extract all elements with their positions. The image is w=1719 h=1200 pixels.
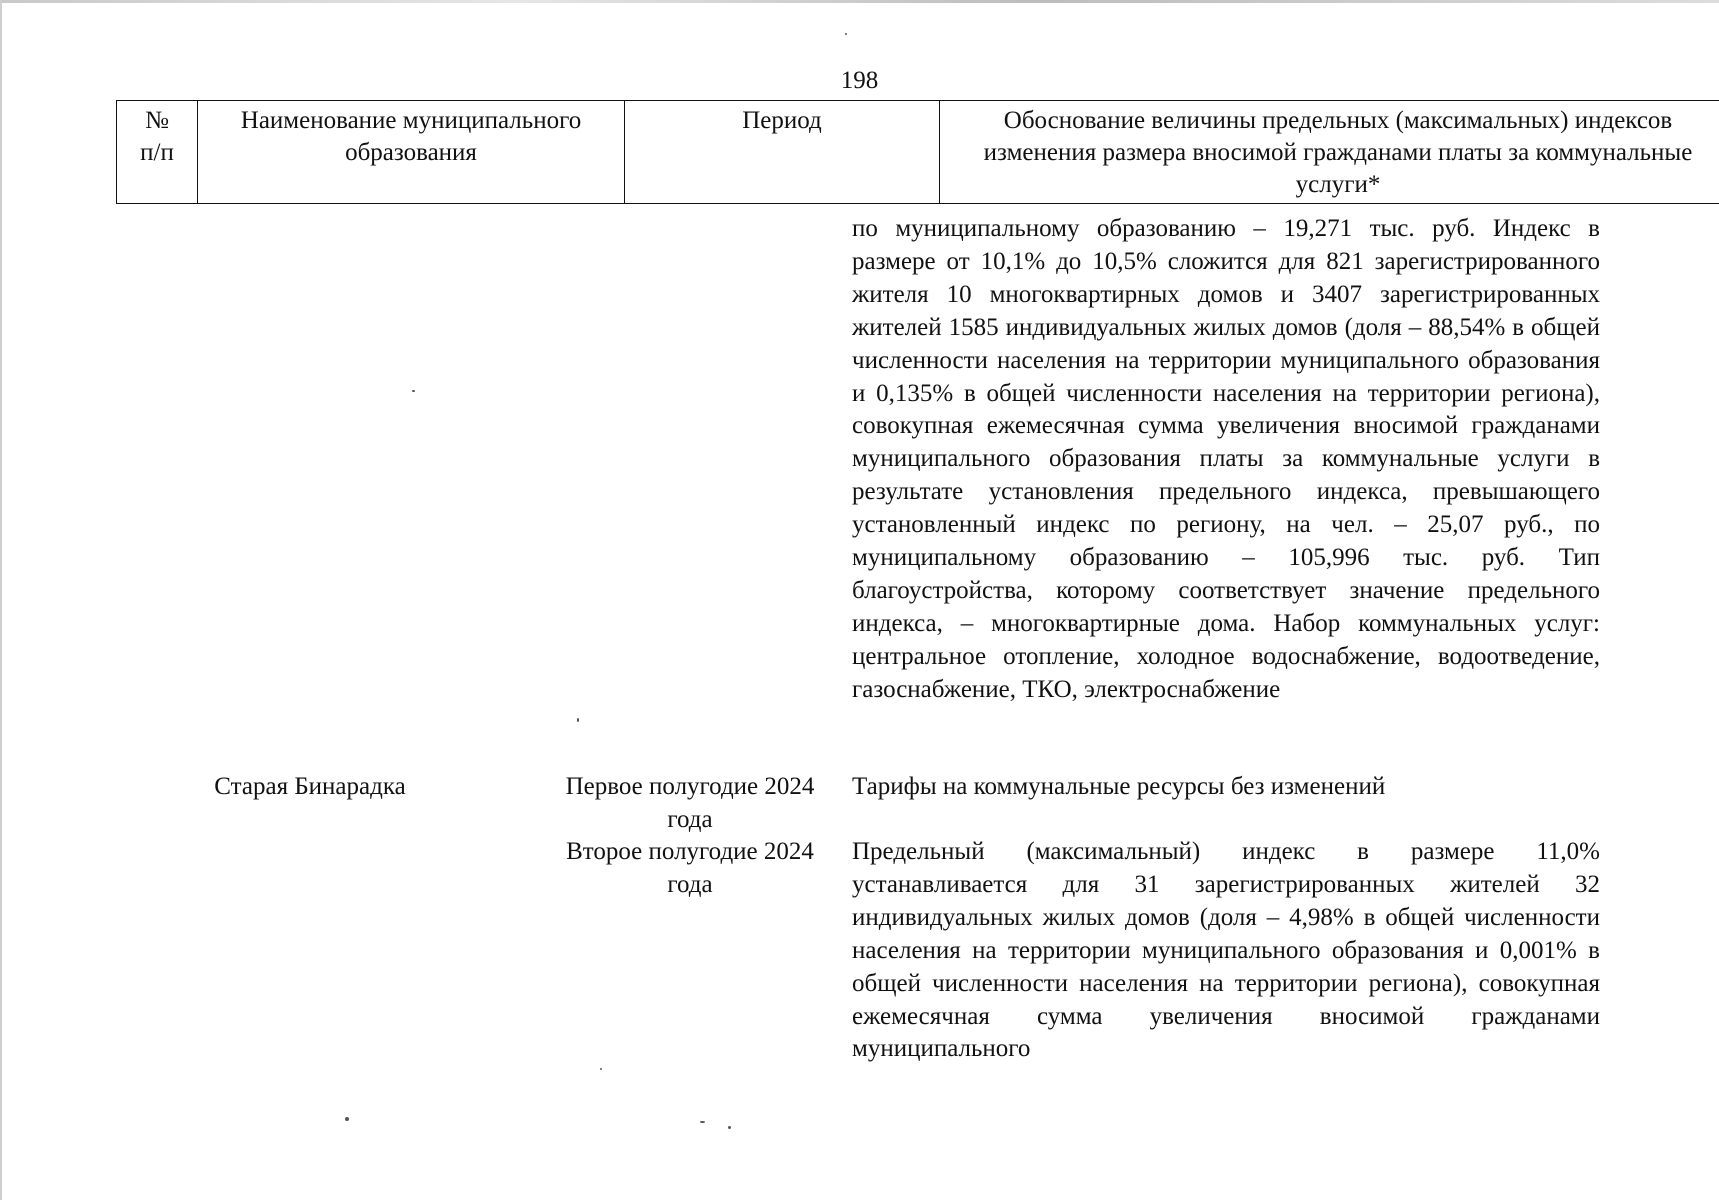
scan-edge bbox=[0, 0, 1719, 3]
scan-speck bbox=[728, 1126, 731, 1129]
scan-speck bbox=[345, 1117, 349, 1121]
scan-speck bbox=[845, 33, 847, 35]
justification-second-half: Предельный (максимальный) индекс в размере 11,0% устанавливается для 31 зарегистрированных жителей 32 индивидуальных жилых домов (доля – 4,98% в общей численности населения на территории муниципального образования и 0,001% в общей численности населения на территории региона), совокупная ежемесячная сумма увеличения вносимой гражданами муниципального bbox=[852, 838, 1600, 1063]
scan-speck bbox=[600, 1068, 602, 1070]
period-second-half: Второе полугодие 2024 года bbox=[566, 838, 814, 898]
header-number: № п/п bbox=[117, 101, 198, 204]
header-period: Период bbox=[625, 101, 940, 204]
justification-first-half: Тарифы на коммунальные ресурсы без изменений bbox=[852, 773, 1386, 800]
scan-speck bbox=[412, 390, 415, 392]
justification-continuation: по муниципальному образованию – 19,271 тыс. руб. Индекс в размере от 10,1% до 10,5% сложится для 821 зарегистрированного жителя 10 многоквартирных домов и 3407 зарегистрированных жителей 1585 индивидуальных жилых домов (доля – 88,54% в общей численности населения на территории муниципального образования и 0,135% в общей численности населения на территории региона), совокупная ежемесячная сумма увеличения вносимой гражданами муниципального образования платы за коммунальные услуги в результате установления предельного индекса, превышающего установленный индекс по региону, на чел. – 25,07 руб., по муниципальному образованию – 105,996 тыс. руб. Тип благоустройства, которому соответствует значение предельного индекса, – многоквартирные дома. Набор коммунальных услуг: центральное отопление, холодное водоснабжение, водоотведение, газоснабжение, ТКО, электроснабжение bbox=[852, 215, 1600, 703]
municipality-name: Старая Бинарадка bbox=[214, 773, 406, 800]
period-first-half: Первое полугодие 2024 года bbox=[565, 773, 815, 833]
table-header bbox=[116, 100, 1719, 204]
scan-edge-left bbox=[0, 0, 2, 1200]
header-justification: Обоснование величины предельных (максимальных) индексов изменения размера вносимой гражданами платы за коммунальные услуги* bbox=[940, 101, 1719, 204]
page-number: 198 bbox=[840, 67, 879, 94]
header-municipality: Наименование муниципального образования bbox=[198, 101, 625, 204]
scan-speck bbox=[700, 1121, 705, 1123]
scan-speck bbox=[577, 718, 579, 722]
